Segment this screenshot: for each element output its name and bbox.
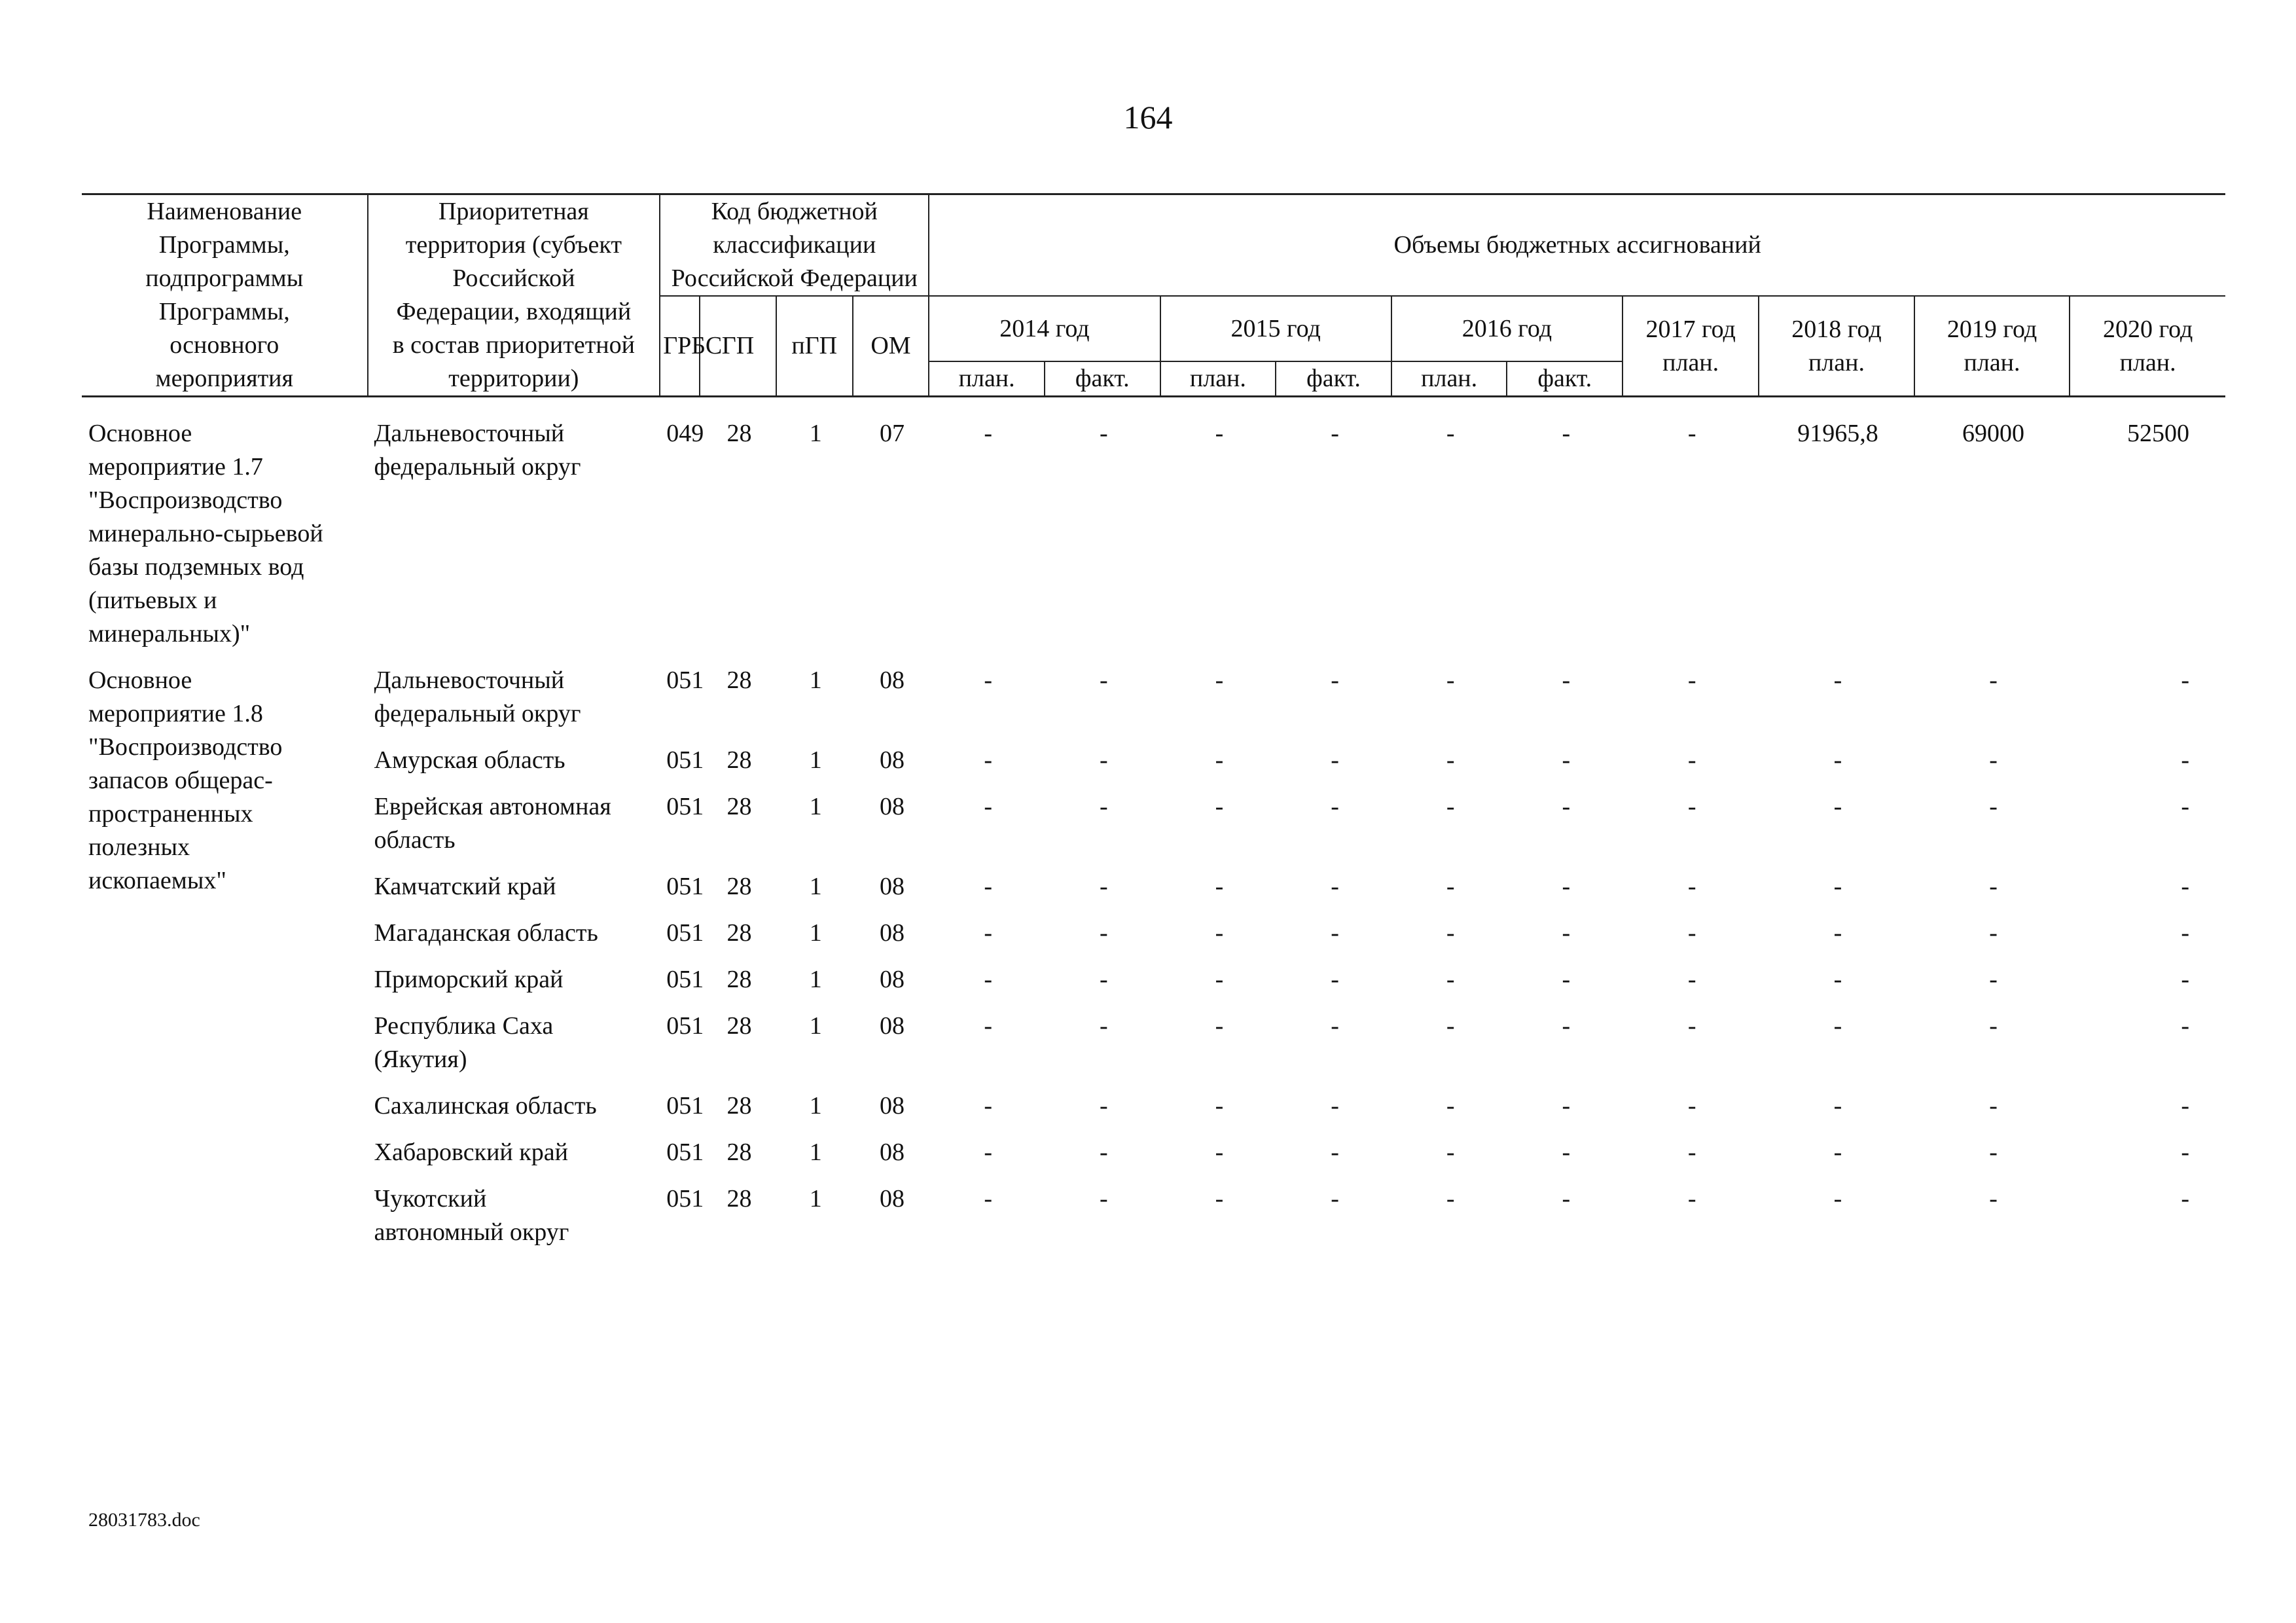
value-cell: - — [984, 420, 992, 447]
value-cell: - — [1446, 666, 1455, 694]
grbs-cell: 051 — [666, 1012, 704, 1040]
value-cell: - — [1687, 873, 1696, 900]
value-cell: - — [984, 666, 992, 694]
value-cell: - — [1331, 1012, 1339, 1040]
value-cell: - — [2181, 1185, 2189, 1213]
grbs-cell: 051 — [666, 1185, 704, 1213]
header-om: ОМ — [853, 296, 929, 397]
pgp-cell: 1 — [809, 1185, 822, 1213]
value-cell: - — [1989, 1185, 1998, 1213]
value-cell: - — [1331, 1139, 1339, 1166]
value-cell: - — [1331, 1092, 1339, 1120]
value-cell: - — [2181, 919, 2189, 947]
value-cell: - — [2181, 746, 2189, 774]
grbs-cell: 051 — [666, 793, 704, 820]
value-cell: - — [1833, 873, 1842, 900]
value-cell: - — [1215, 966, 1224, 993]
om-cell: 08 — [879, 666, 905, 694]
value-cell: - — [1833, 1012, 1842, 1040]
value-cell: - — [1687, 1139, 1696, 1166]
value-cell: - — [1687, 666, 1696, 694]
om-cell: 08 — [879, 1092, 905, 1120]
territory-cell: Сахалинская область — [374, 1092, 597, 1120]
grbs-cell: 049 — [666, 420, 704, 447]
grbs-cell: 051 — [666, 746, 704, 774]
value-cell: - — [1687, 793, 1696, 820]
value-cell: - — [1833, 1092, 1842, 1120]
value-cell: - — [1833, 919, 1842, 947]
header-2016-plan: план. — [1391, 361, 1507, 397]
value-cell: - — [1989, 966, 1998, 993]
value-cell: - — [1099, 793, 1108, 820]
territory-cell: Камчатский край — [374, 873, 556, 900]
value-cell: - — [2181, 1092, 2189, 1120]
value-cell: - — [1833, 966, 1842, 993]
value-cell: - — [1331, 793, 1339, 820]
grbs-cell: 051 — [666, 966, 704, 993]
header-pgp: пГП — [776, 296, 853, 397]
value-cell: - — [1446, 1139, 1455, 1166]
header-year-2014: 2014 год — [929, 296, 1160, 361]
table-row — [82, 782, 2225, 862]
table-row — [82, 862, 2225, 909]
header-year-2017: 2017 год план. — [1623, 296, 1759, 397]
value-cell: - — [1687, 1092, 1696, 1120]
value-cell: - — [1099, 666, 1108, 694]
value-cell: - — [1215, 1139, 1224, 1166]
pgp-cell: 1 — [809, 746, 822, 774]
value-cell: - — [1687, 966, 1696, 993]
page-number: 164 — [1123, 99, 1173, 136]
header-year-2018: 2018 год план. — [1759, 296, 1914, 397]
value-cell: - — [1833, 746, 1842, 774]
value-cell: - — [2181, 1012, 2189, 1040]
value-cell: - — [1099, 1185, 1108, 1213]
value-cell: - — [1331, 966, 1339, 993]
gp-cell: 28 — [726, 1012, 752, 1040]
pgp-cell: 1 — [809, 873, 822, 900]
header-gp: ГП — [700, 296, 776, 397]
value-cell: - — [1215, 1092, 1224, 1120]
value-cell: - — [1989, 873, 1998, 900]
territory-cell: Чукотский автономный округ — [374, 1185, 569, 1246]
om-cell: 08 — [879, 919, 905, 947]
header-year-2020: 2020 год план. — [2070, 296, 2225, 397]
grbs-cell: 051 — [666, 1139, 704, 1166]
header-2014-fact: факт. — [1045, 361, 1160, 397]
header-grbs: ГРБС — [660, 296, 700, 397]
value-cell: - — [1446, 966, 1455, 993]
value-cell: - — [1099, 1012, 1108, 1040]
table-row — [82, 1128, 2225, 1175]
value-cell: - — [984, 1012, 992, 1040]
value-cell: - — [984, 1092, 992, 1120]
pgp-cell: 1 — [809, 666, 822, 694]
grbs-cell: 051 — [666, 666, 704, 694]
value-cell: - — [1446, 919, 1455, 947]
header-volumes: Объемы бюджетных ассигнований — [929, 194, 2225, 297]
value-cell: - — [984, 919, 992, 947]
pgp-cell: 1 — [809, 420, 822, 447]
value-cell: - — [1331, 919, 1339, 947]
value-cell: - — [1099, 1092, 1108, 1120]
om-cell: 08 — [879, 746, 905, 774]
pgp-cell: 1 — [809, 919, 822, 947]
value-cell: - — [1562, 1012, 1571, 1040]
pgp-cell: 1 — [809, 793, 822, 820]
value-cell: - — [984, 966, 992, 993]
value-cell: - — [1562, 873, 1571, 900]
value-cell: - — [1446, 1012, 1455, 1040]
value-cell: - — [984, 1139, 992, 1166]
value-cell: - — [2181, 873, 2189, 900]
table-row — [82, 656, 2225, 736]
value-cell: - — [1215, 873, 1224, 900]
territory-cell: Магаданская область — [374, 919, 598, 947]
om-cell: 08 — [879, 1185, 905, 1213]
om-cell: 08 — [879, 793, 905, 820]
table-row — [82, 1082, 2225, 1128]
table-row — [82, 1175, 2225, 1254]
header-year-2019: 2019 год план. — [1914, 296, 2070, 397]
header-program-name: Наименование Программы, подпрограммы Программы, основного мероприятия — [82, 194, 368, 397]
value-cell: - — [1562, 420, 1571, 447]
pgp-cell: 1 — [809, 1139, 822, 1166]
value-cell: - — [2181, 793, 2189, 820]
gp-cell: 28 — [726, 1185, 752, 1213]
program-name-cell: Основное мероприятие 1.8 "Воспроизводство запасов общерас- пространенных полезных ископаемых" — [88, 666, 283, 894]
value-cell: - — [984, 746, 992, 774]
value-cell: - — [1215, 793, 1224, 820]
grbs-cell: 051 — [666, 919, 704, 947]
territory-cell: Амурская область — [374, 746, 565, 774]
value-cell: - — [1687, 746, 1696, 774]
value-cell: - — [1215, 919, 1224, 947]
value-cell: - — [1446, 1092, 1455, 1120]
value-cell: - — [1446, 1185, 1455, 1213]
table-row — [82, 1002, 2225, 1082]
om-cell: 08 — [879, 966, 905, 993]
value-cell: - — [1833, 793, 1842, 820]
table-row — [82, 909, 2225, 955]
header-2014-plan: план. — [929, 361, 1045, 397]
value-cell: 52500 — [2127, 420, 2189, 447]
value-cell: - — [1331, 420, 1339, 447]
value-cell: 69000 — [1962, 420, 2025, 447]
value-cell: - — [1099, 966, 1108, 993]
value-cell: - — [1833, 666, 1842, 694]
value-cell: - — [1562, 666, 1571, 694]
table-row — [82, 955, 2225, 1002]
gp-cell: 28 — [726, 873, 752, 900]
pgp-cell: 1 — [809, 1012, 822, 1040]
header-year-2016: 2016 год — [1391, 296, 1623, 361]
om-cell: 07 — [879, 420, 905, 447]
om-cell: 08 — [879, 873, 905, 900]
gp-cell: 28 — [726, 420, 752, 447]
table-row — [82, 397, 2225, 657]
territory-cell: Еврейская автономная область — [374, 793, 611, 854]
territory-cell: Хабаровский край — [374, 1139, 568, 1166]
value-cell: - — [1562, 1092, 1571, 1120]
value-cell: - — [1562, 919, 1571, 947]
value-cell: - — [1833, 1185, 1842, 1213]
table-body — [82, 397, 2225, 1255]
value-cell: - — [1989, 666, 1998, 694]
header-budget-code: Код бюджетной классификации Российской Федерации — [660, 194, 929, 297]
value-cell: - — [1215, 1185, 1224, 1213]
value-cell: - — [1687, 1185, 1696, 1213]
gp-cell: 28 — [726, 966, 752, 993]
footer-file-name: 28031783.doc — [88, 1509, 200, 1531]
value-cell: - — [1687, 919, 1696, 947]
value-cell: - — [1331, 873, 1339, 900]
value-cell: - — [984, 793, 992, 820]
value-cell: - — [1331, 746, 1339, 774]
value-cell: - — [1099, 746, 1108, 774]
value-cell: - — [1215, 746, 1224, 774]
gp-cell: 28 — [726, 666, 752, 694]
value-cell: - — [1562, 793, 1571, 820]
om-cell: 08 — [879, 1139, 905, 1166]
value-cell: - — [984, 1185, 992, 1213]
program-name-cell: Основное мероприятие 1.7 "Воспроизводство минерально-сырьевой базы подземных вод (питьевых и минеральных)" — [88, 420, 323, 647]
value-cell: - — [1989, 1092, 1998, 1120]
gp-cell: 28 — [726, 793, 752, 820]
budget-table — [82, 193, 2225, 1254]
territory-cell: Дальневосточный федеральный округ — [374, 420, 581, 481]
value-cell: - — [1215, 420, 1224, 447]
value-cell: - — [1687, 1012, 1696, 1040]
value-cell: - — [1331, 1185, 1339, 1213]
value-cell: - — [1215, 1012, 1224, 1040]
pgp-cell: 1 — [809, 966, 822, 993]
value-cell: - — [984, 873, 992, 900]
value-cell: - — [1562, 1139, 1571, 1166]
value-cell: - — [1446, 420, 1455, 447]
gp-cell: 28 — [726, 1139, 752, 1166]
value-cell: - — [2181, 966, 2189, 993]
territory-cell: Республика Саха (Якутия) — [374, 1012, 554, 1073]
header-2015-plan: план. — [1160, 361, 1276, 397]
header-2015-fact: факт. — [1276, 361, 1391, 397]
value-cell: - — [2181, 1139, 2189, 1166]
value-cell: - — [1989, 1012, 1998, 1040]
territory-cell: Приморский край — [374, 966, 564, 993]
value-cell: - — [1687, 420, 1696, 447]
gp-cell: 28 — [726, 919, 752, 947]
value-cell: - — [1989, 1139, 1998, 1166]
grbs-cell: 051 — [666, 1092, 704, 1120]
value-cell: - — [1989, 793, 1998, 820]
value-cell: - — [1562, 1185, 1571, 1213]
om-cell: 08 — [879, 1012, 905, 1040]
pgp-cell: 1 — [809, 1092, 822, 1120]
value-cell: - — [1446, 793, 1455, 820]
table-row — [82, 736, 2225, 782]
gp-cell: 28 — [726, 1092, 752, 1120]
value-cell: - — [1446, 746, 1455, 774]
grbs-cell: 051 — [666, 873, 704, 900]
value-cell: - — [1989, 919, 1998, 947]
value-cell: - — [1989, 746, 1998, 774]
value-cell: - — [1099, 919, 1108, 947]
header-2016-fact: факт. — [1507, 361, 1623, 397]
value-cell: - — [1215, 666, 1224, 694]
value-cell: - — [1099, 873, 1108, 900]
value-cell: - — [1099, 420, 1108, 447]
value-cell: - — [1099, 1139, 1108, 1166]
header-priority-territory: Приоритетная территория (субъект Российской Федерации, входящий в состав приоритетной территории) — [368, 194, 660, 397]
value-cell: - — [1446, 873, 1455, 900]
header-year-2015: 2015 год — [1160, 296, 1391, 361]
value-cell: - — [1562, 746, 1571, 774]
gp-cell: 28 — [726, 746, 752, 774]
territory-cell: Дальневосточный федеральный округ — [374, 666, 581, 727]
value-cell: - — [1562, 966, 1571, 993]
value-cell: 91965,8 — [1797, 420, 1878, 447]
value-cell: - — [1833, 1139, 1842, 1166]
value-cell: - — [2181, 666, 2189, 694]
value-cell: - — [1331, 666, 1339, 694]
